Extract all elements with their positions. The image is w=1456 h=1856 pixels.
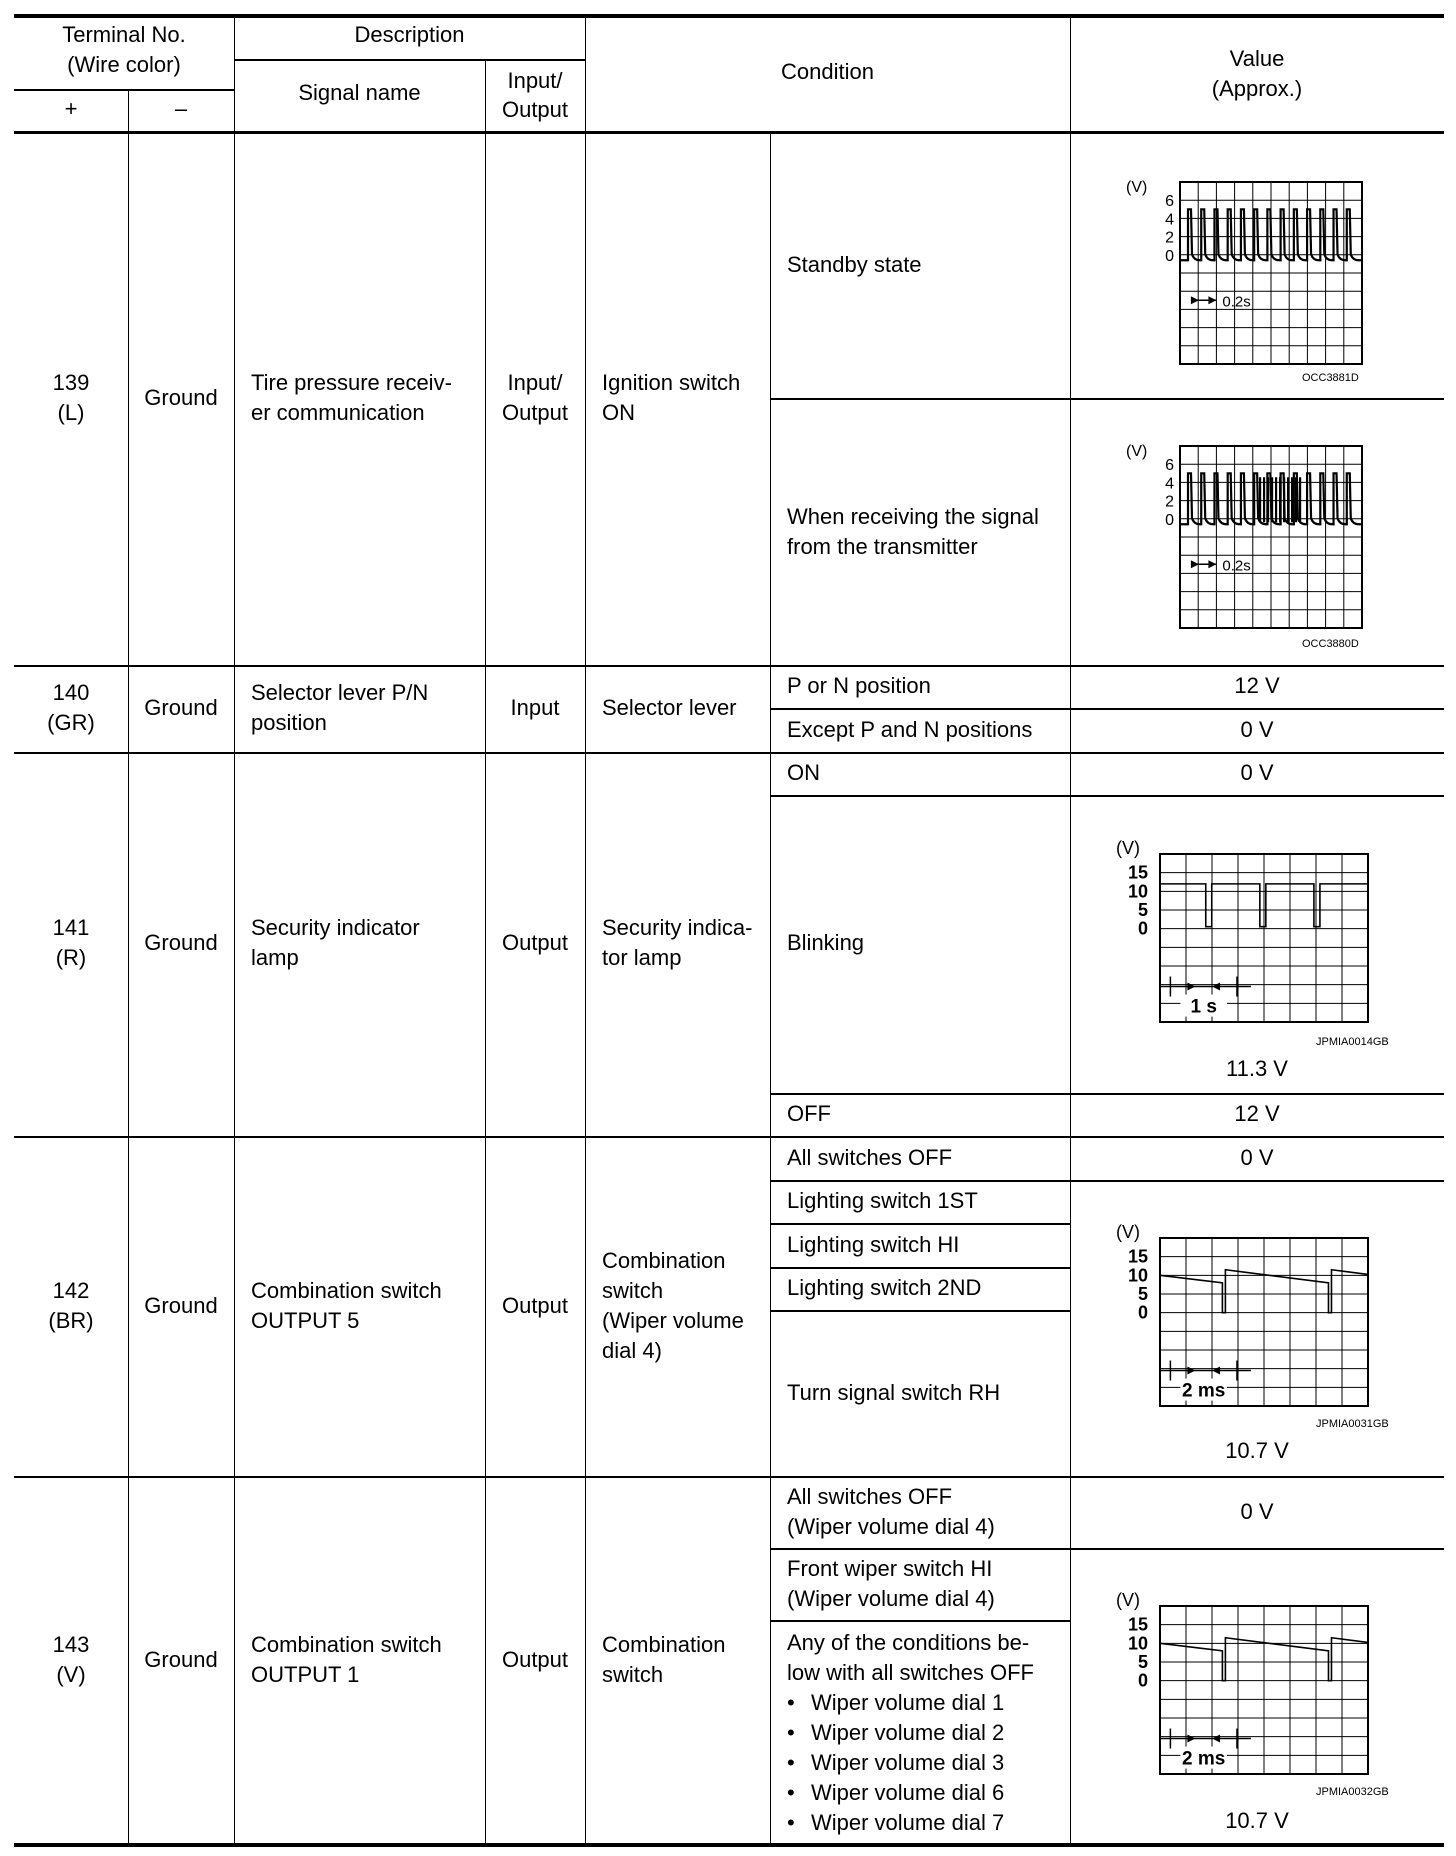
y-tick-label: 15 [1127, 862, 1148, 883]
input-output: Input [510, 695, 560, 720]
rule [585, 14, 586, 1845]
rule [234, 59, 585, 61]
rule [770, 1548, 1444, 1550]
signal-name: Security indicator [251, 915, 420, 940]
condition-detail: ON [787, 760, 820, 785]
figure-id: JPMIA0014GB [1316, 1036, 1389, 1048]
condition-main: Selector lever [602, 695, 737, 720]
arrow-head [1208, 296, 1216, 304]
rule [14, 665, 1444, 667]
time-label: 2 ms [1182, 1380, 1226, 1402]
ground-label: Ground [144, 930, 218, 955]
condition-detail: All switches OFF [787, 1484, 953, 1509]
condition-detail: OFF [787, 1101, 831, 1126]
signal-trace [1180, 209, 1362, 260]
condition-detail: Any of the conditions be- [787, 1630, 1030, 1655]
condition-detail: Standby state [787, 252, 922, 277]
condition-main: Ignition switch [602, 370, 741, 395]
signal-name: OUTPUT 5 [251, 1308, 360, 1333]
value: 10.7 V [1225, 1808, 1289, 1833]
value: 12 V [1234, 1101, 1280, 1126]
waveform-output5 [1110, 1222, 1370, 1418]
header-description: Description [354, 22, 465, 47]
signal-name: OUTPUT 1 [251, 1662, 360, 1687]
arrow-head [1212, 983, 1220, 991]
ground-label: Ground [144, 1647, 218, 1672]
condition-detail: Blinking [787, 930, 865, 955]
wiper-dial-list [787, 1688, 1004, 1838]
ground-label: Ground [144, 385, 218, 410]
y-tick-label: 0 [1137, 1302, 1148, 1323]
time-label: 2 ms [1182, 1748, 1226, 1770]
list-item: • Wiper volume dial 3 [787, 1748, 1004, 1778]
condition-detail: All switches OFF [787, 1145, 953, 1170]
y-tick-label: 2 [1165, 229, 1174, 247]
signal-name: Tire pressure receiv- [251, 370, 452, 395]
condition-detail: (Wiper volume dial 4) [787, 1586, 995, 1611]
rule [14, 89, 234, 91]
header-input-output: Output [501, 97, 569, 122]
list-item: • Wiper volume dial 7 [787, 1808, 1004, 1838]
signal-name: position [251, 710, 327, 735]
rule [234, 14, 235, 1845]
header-wire-color: (Wire color) [67, 52, 181, 77]
y-tick-label: 5 [1137, 1652, 1148, 1672]
rule [128, 89, 129, 1845]
header-value-approx: (Approx.) [1211, 76, 1303, 101]
header-signal-name: Signal name [298, 80, 421, 105]
waveform-output1 [1110, 1590, 1370, 1786]
ground-label: Ground [144, 695, 218, 720]
rule [14, 1136, 1444, 1138]
signal-name: lamp [251, 945, 299, 970]
list-item: • Wiper volume dial 1 [787, 1688, 1004, 1718]
wire-color: (GR) [47, 710, 95, 735]
condition-main: Combination [602, 1248, 726, 1273]
list-item: • Wiper volume dial 2 [787, 1718, 1004, 1748]
condition-detail: Lighting switch 1ST [787, 1188, 978, 1213]
unit-label: (V) [1116, 1222, 1140, 1242]
rule [14, 752, 1444, 754]
figure-id: JPMIA0032GB [1316, 1786, 1389, 1798]
unit-label: (V) [1116, 1590, 1140, 1610]
rule [770, 1223, 1070, 1225]
y-tick-label: 5 [1137, 900, 1148, 920]
arrow-head [1212, 1735, 1220, 1743]
condition-detail: (Wiper volume dial 4) [787, 1514, 995, 1539]
rule [770, 1267, 1070, 1269]
arrow-head [1187, 1367, 1195, 1375]
y-tick-label: 0 [1165, 511, 1174, 529]
condition-detail: from the transmitter [787, 534, 978, 559]
signal-name: er communication [251, 400, 425, 425]
condition-detail: P or N position [787, 673, 931, 698]
y-tick-label: 0 [1137, 918, 1148, 939]
terminal-number: 142 [52, 1278, 90, 1303]
figure-id: OCC3881D [1302, 372, 1359, 384]
rule [770, 1620, 1070, 1622]
header-input-output: Input/ [507, 68, 563, 93]
header-plus: + [64, 96, 78, 121]
wire-color: (R) [55, 945, 87, 970]
input-output: Output [501, 1647, 569, 1672]
y-tick-label: 6 [1165, 193, 1174, 211]
rule [14, 1843, 1444, 1847]
time-label: 0.2s [1222, 557, 1251, 575]
signal-name: Combination switch [251, 1632, 442, 1657]
unit-label: (V) [1126, 443, 1148, 460]
condition-main: (Wiper volume [602, 1308, 744, 1333]
input-output: Output [501, 1293, 569, 1318]
terminal-number: 143 [52, 1632, 90, 1657]
y-tick-label: 4 [1165, 211, 1174, 229]
condition-detail: low with all switches OFF [787, 1660, 1034, 1685]
value: 10.7 V [1225, 1438, 1289, 1463]
terminal-number: 140 [52, 680, 90, 705]
waveform-blinking [1110, 838, 1370, 1034]
unit-label: (V) [1126, 179, 1148, 196]
condition-main: ON [602, 400, 635, 425]
signal-name: Combination switch [251, 1278, 442, 1303]
rule [770, 398, 1444, 400]
condition-detail: Front wiper switch HI [787, 1556, 993, 1581]
value: 0 V [1240, 1499, 1274, 1524]
time-label: 1 s [1190, 996, 1217, 1018]
rule [14, 131, 1444, 134]
value: 0 V [1240, 717, 1274, 742]
list-item: • Wiper volume dial 6 [787, 1778, 1004, 1808]
condition-main: tor lamp [602, 945, 682, 970]
value: 12 V [1234, 673, 1280, 698]
y-tick-label: 2 [1165, 493, 1174, 511]
rule [770, 1093, 1444, 1095]
condition-main: Combination [602, 1632, 726, 1657]
condition-detail: Lighting switch 2ND [787, 1275, 982, 1300]
arrow-head [1208, 560, 1216, 568]
waveform-standby [1124, 176, 1394, 392]
condition-detail: Except P and N positions [787, 717, 1033, 742]
rule [770, 132, 771, 1845]
header-value: Value [1229, 46, 1285, 71]
rule [1070, 14, 1071, 1845]
arrow-head [1187, 1735, 1195, 1743]
wire-color: (V) [56, 1662, 86, 1687]
y-tick-label: 6 [1165, 457, 1174, 475]
waveform-receiving [1124, 440, 1394, 656]
rule [770, 708, 1444, 710]
header-terminal-no: Terminal No. [62, 22, 186, 47]
header-condition: Condition [781, 59, 874, 84]
y-tick-label: 15 [1127, 1246, 1148, 1267]
condition-detail: When receiving the signal [787, 504, 1039, 529]
value: 0 V [1240, 1145, 1274, 1170]
y-tick-label: 15 [1127, 1614, 1148, 1635]
rule [14, 14, 1444, 18]
signal-name: Selector lever P/N [251, 680, 429, 705]
rule [770, 795, 1444, 797]
y-tick-label: 4 [1165, 475, 1174, 493]
value: 0 V [1240, 760, 1274, 785]
unit-label: (V) [1116, 838, 1140, 858]
ground-label: Ground [144, 1293, 218, 1318]
rule [770, 1310, 1070, 1312]
condition-detail: Lighting switch HI [787, 1232, 960, 1257]
arrow-head [1187, 983, 1195, 991]
figure-id: JPMIA0031GB [1316, 1418, 1389, 1430]
terminal-number: 139 [52, 370, 90, 395]
y-tick-label: 10 [1127, 1265, 1148, 1286]
condition-detail: Turn signal switch RH [787, 1380, 1001, 1405]
input-output: Output [501, 930, 569, 955]
figure-id: OCC3880D [1302, 638, 1359, 650]
value: 11.3 V [1226, 1056, 1288, 1081]
input-output: Input/ [507, 370, 563, 395]
y-tick-label: 10 [1127, 881, 1148, 902]
arrow-head [1212, 1367, 1220, 1375]
header-minus: – [174, 96, 188, 121]
condition-main: switch [602, 1662, 664, 1687]
wire-color: (BR) [48, 1308, 94, 1333]
condition-main: Security indica- [602, 915, 753, 940]
terminal-number: 141 [52, 915, 90, 940]
wire-color: (L) [57, 400, 85, 425]
y-tick-label: 0 [1137, 1670, 1148, 1691]
condition-main: dial 4) [602, 1338, 662, 1363]
rule [770, 1180, 1444, 1182]
time-label: 0.2s [1222, 293, 1251, 311]
y-tick-label: 10 [1127, 1633, 1148, 1654]
input-output: Output [501, 400, 569, 425]
condition-main: switch [602, 1278, 664, 1303]
y-tick-label: 0 [1165, 247, 1174, 265]
rule [14, 1476, 1444, 1478]
y-tick-label: 5 [1137, 1284, 1148, 1304]
